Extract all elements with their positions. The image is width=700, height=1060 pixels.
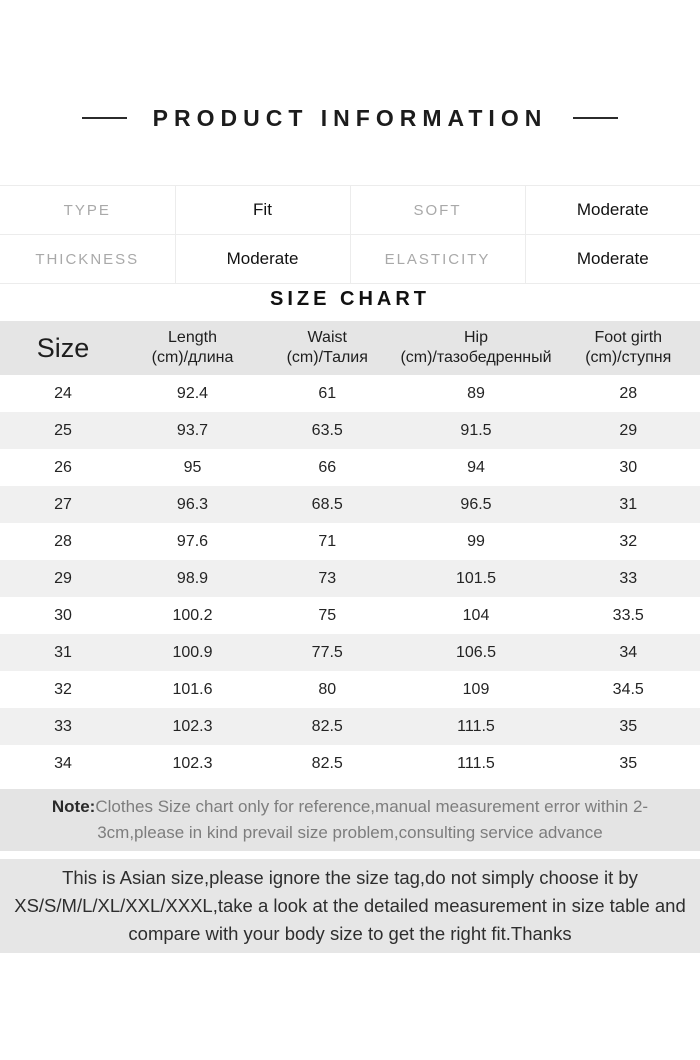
cell-size: 31 [0, 634, 126, 671]
measurement-note [0, 789, 700, 851]
table-row [0, 412, 700, 449]
size-chart-header-row [0, 321, 700, 375]
cell-size: 25 [0, 412, 126, 449]
attribute-value-thickness: Moderate [175, 235, 350, 284]
cell-waist: 82.5 [259, 745, 396, 782]
product-attributes-table [0, 185, 700, 284]
cell-size: 24 [0, 375, 126, 412]
cell-foot-girth: 35 [557, 745, 700, 782]
attribute-label-soft: SOFT [350, 186, 525, 235]
cell-waist: 80 [259, 671, 396, 708]
table-row [0, 634, 700, 671]
attribute-value-soft: Moderate [525, 186, 700, 235]
cell-hip: 109 [396, 671, 557, 708]
cell-length: 100.2 [126, 597, 259, 634]
cell-foot-girth: 33.5 [557, 597, 700, 634]
cell-foot-girth: 32 [557, 523, 700, 560]
table-row [0, 560, 700, 597]
cell-length: 97.6 [126, 523, 259, 560]
cell-foot-girth: 30 [557, 449, 700, 486]
attribute-value-type: Fit [175, 186, 350, 235]
cell-waist: 63.5 [259, 412, 396, 449]
size-chart-heading: SIZE CHART [0, 287, 700, 312]
table-row [0, 523, 700, 560]
cell-hip: 96.5 [396, 486, 557, 523]
column-header-size: Size [0, 321, 126, 375]
cell-size: 28 [0, 523, 126, 560]
cell-foot-girth: 29 [557, 412, 700, 449]
cell-foot-girth: 35 [557, 708, 700, 745]
attribute-label-elasticity: ELASTICITY [350, 235, 525, 284]
cell-size: 34 [0, 745, 126, 782]
note-text: Clothes Size chart only for reference,manual measurement error within 2-3cm,please in kind prevail size problem,consulting service advance [95, 797, 648, 842]
table-row [0, 375, 700, 412]
cell-waist: 75 [259, 597, 396, 634]
title-decoration-line-right [573, 117, 618, 119]
cell-hip: 91.5 [396, 412, 557, 449]
column-header-hip: Hip (cm)/тазобедренный [396, 321, 557, 375]
cell-hip: 99 [396, 523, 557, 560]
cell-length: 102.3 [126, 708, 259, 745]
cell-hip: 111.5 [396, 708, 557, 745]
attribute-value-elasticity: Moderate [525, 235, 700, 284]
cell-size: 26 [0, 449, 126, 486]
cell-length: 98.9 [126, 560, 259, 597]
cell-hip: 101.5 [396, 560, 557, 597]
cell-length: 101.6 [126, 671, 259, 708]
cell-foot-girth: 33 [557, 560, 700, 597]
cell-waist: 61 [259, 375, 396, 412]
cell-hip: 104 [396, 597, 557, 634]
cell-size: 27 [0, 486, 126, 523]
asian-size-note: This is Asian size,please ignore the size tag,do not simply choose it by XS/S/M/L/XL/XXL/XXXL,take a look at the detailed measurement in size table and compare with your body size to get the right fit.Thanks [0, 859, 700, 953]
title-decoration-line-left [82, 117, 127, 119]
table-row [0, 671, 700, 708]
cell-hip: 94 [396, 449, 557, 486]
table-row [0, 708, 700, 745]
cell-size: 29 [0, 560, 126, 597]
cell-waist: 77.5 [259, 634, 396, 671]
column-header-foot-girth: Foot girth (cm)/ступня [557, 321, 700, 375]
cell-foot-girth: 31 [557, 486, 700, 523]
cell-length: 93.7 [126, 412, 259, 449]
cell-waist: 82.5 [259, 708, 396, 745]
product-information-header [0, 104, 700, 132]
cell-foot-girth: 34 [557, 634, 700, 671]
cell-length: 95 [126, 449, 259, 486]
note-prefix: Note: [52, 797, 95, 816]
attribute-label-thickness: THICKNESS [0, 235, 175, 284]
cell-hip: 106.5 [396, 634, 557, 671]
cell-size: 30 [0, 597, 126, 634]
cell-waist: 68.5 [259, 486, 396, 523]
cell-size: 33 [0, 708, 126, 745]
cell-length: 92.4 [126, 375, 259, 412]
cell-waist: 73 [259, 560, 396, 597]
cell-hip: 111.5 [396, 745, 557, 782]
table-row [0, 745, 700, 782]
table-row [0, 235, 700, 284]
page-title: PRODUCT INFORMATION [153, 105, 548, 132]
cell-length: 102.3 [126, 745, 259, 782]
cell-foot-girth: 28 [557, 375, 700, 412]
table-row [0, 449, 700, 486]
cell-length: 96.3 [126, 486, 259, 523]
column-header-waist: Waist (cm)/Талия [259, 321, 396, 375]
cell-length: 100.9 [126, 634, 259, 671]
cell-waist: 71 [259, 523, 396, 560]
cell-waist: 66 [259, 449, 396, 486]
table-row [0, 597, 700, 634]
attribute-label-type: TYPE [0, 186, 175, 235]
cell-hip: 89 [396, 375, 557, 412]
cell-size: 32 [0, 671, 126, 708]
table-row [0, 486, 700, 523]
column-header-length: Length (cm)/длина [126, 321, 259, 375]
cell-foot-girth: 34.5 [557, 671, 700, 708]
size-chart-table [0, 321, 700, 782]
table-row [0, 186, 700, 235]
